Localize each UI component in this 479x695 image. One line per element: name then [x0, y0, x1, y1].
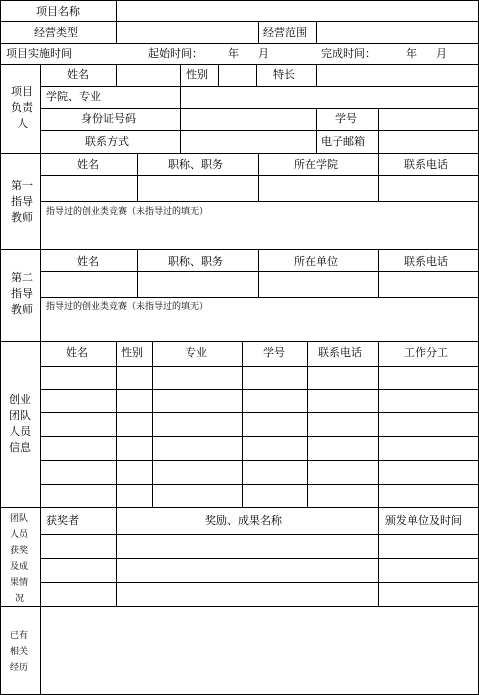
leader-specialty-label: 特长	[273, 68, 295, 81]
table-rule	[116, 507, 117, 607]
table-rule	[378, 249, 379, 298]
start-year-label: 年	[228, 47, 239, 60]
table-rule	[137, 249, 138, 298]
leader-section-1: 项目	[11, 85, 33, 98]
table-rule	[40, 86, 479, 87]
table-rule	[378, 108, 379, 154]
awards-section-6: 况	[15, 594, 25, 604]
table-rule	[40, 484, 479, 485]
table-rule	[218, 64, 219, 87]
start-time-label: 起始时间：	[148, 47, 203, 60]
advisor1-header-title: 职称、职务	[168, 158, 223, 171]
table-rule	[0, 0, 1, 695]
experience-section-3: 经历	[10, 663, 29, 673]
table-rule	[378, 507, 379, 607]
advisor2-section-1: 第二	[11, 271, 33, 284]
table-rule	[0, 43, 479, 44]
advisor1-note: 指导过的创业类竞赛（未指导过的填无）	[46, 207, 209, 217]
experience-section-2: 相关	[10, 647, 29, 657]
team-header-phone: 联系电话	[318, 346, 362, 359]
table-rule	[0, 0, 479, 1]
team-header-role: 工作分工	[404, 346, 448, 359]
table-rule	[0, 249, 479, 250]
table-rule	[40, 130, 479, 131]
advisor2-header-unit: 所在单位	[294, 255, 338, 268]
table-rule	[256, 64, 257, 87]
advisor2-header-phone: 联系电话	[404, 255, 448, 268]
team-header-name: 姓名	[66, 346, 88, 359]
leader-student-id-label: 学号	[335, 112, 357, 125]
advisor2-header-name: 姓名	[77, 255, 99, 268]
end-time-label: 完成时间：	[321, 47, 376, 60]
leader-section-3: 人	[17, 117, 28, 130]
table-rule	[180, 64, 181, 87]
leader-id-label: 身份证号码	[81, 112, 136, 125]
table-rule	[40, 389, 479, 390]
advisor1-header-phone: 联系电话	[404, 158, 448, 171]
awards-section-1: 团队	[10, 514, 29, 524]
table-rule	[0, 153, 479, 154]
table-rule	[378, 153, 379, 202]
table-rule	[0, 341, 479, 342]
table-rule	[152, 341, 153, 508]
advisor1-section-3: 教师	[11, 211, 33, 224]
leader-email-label: 电子邮箱	[321, 135, 365, 148]
leader-college-label: 学院、专业	[46, 90, 101, 103]
table-rule	[116, 341, 117, 508]
table-rule	[316, 108, 317, 154]
team-section-2: 团队	[9, 409, 31, 422]
advisor1-section-1: 第一	[11, 179, 33, 192]
table-rule	[40, 460, 479, 461]
table-rule	[40, 108, 479, 109]
awards-header-award: 奖励、成果名称	[205, 514, 282, 527]
experience-section-1: 已有	[10, 631, 29, 641]
advisor1-header-name: 姓名	[77, 158, 99, 171]
end-month-label: 月	[436, 47, 447, 60]
business-type-label: 经营类型	[34, 26, 78, 39]
leader-gender-label: 性别	[186, 68, 208, 81]
table-rule	[40, 412, 479, 413]
table-rule	[40, 366, 479, 367]
business-scope-label: 经营范围	[263, 26, 307, 39]
advisor2-note: 指导过的创业类竞赛（未指导过的填无）	[46, 302, 209, 312]
table-rule	[40, 64, 41, 695]
table-rule	[40, 436, 479, 437]
team-section-1: 创业	[9, 393, 31, 406]
awards-section-4: 及成	[10, 562, 29, 572]
leader-contact-label: 联系方式	[85, 135, 129, 148]
table-rule	[40, 534, 479, 535]
table-rule	[258, 153, 259, 202]
team-header-major: 专业	[185, 346, 207, 359]
table-rule	[0, 21, 479, 22]
team-section-3: 人员	[9, 425, 31, 438]
impl-time-label: 项目实施时间	[6, 47, 72, 60]
table-rule	[40, 201, 479, 202]
table-rule	[0, 507, 479, 508]
team-header-student-id: 学号	[263, 346, 285, 359]
table-rule	[40, 558, 479, 559]
team-header-gender: 性别	[121, 346, 143, 359]
table-rule	[40, 297, 479, 298]
start-month-label: 月	[258, 47, 269, 60]
awards-header-issuer: 颁发单位及时间	[385, 514, 462, 527]
table-rule	[378, 341, 379, 508]
table-rule	[116, 64, 117, 87]
end-year-label: 年	[406, 47, 417, 60]
awards-section-2: 人员	[10, 530, 29, 540]
table-rule	[116, 0, 117, 44]
advisor1-header-college: 所在学院	[294, 158, 338, 171]
table-rule	[137, 153, 138, 202]
awards-header-winner: 获奖者	[46, 514, 79, 527]
advisor2-header-title: 职称、职务	[168, 255, 223, 268]
awards-section-5: 果情	[10, 578, 29, 588]
table-rule	[258, 21, 259, 44]
table-rule	[0, 64, 479, 65]
leader-name-label: 姓名	[67, 68, 89, 81]
table-rule	[40, 175, 479, 176]
team-section-4: 信息	[9, 441, 31, 454]
table-rule	[316, 64, 317, 87]
table-rule	[242, 341, 243, 508]
table-rule	[40, 582, 479, 583]
leader-section-2: 负责	[11, 101, 33, 114]
advisor2-section-2: 指导	[11, 287, 33, 300]
table-rule	[316, 21, 317, 44]
project-name-label: 项目名称	[36, 5, 80, 18]
table-rule	[180, 86, 181, 154]
table-rule	[0, 606, 479, 607]
awards-section-3: 获奖	[10, 546, 29, 556]
table-rule	[40, 271, 479, 272]
advisor1-section-2: 指导	[11, 195, 33, 208]
table-rule	[258, 249, 259, 298]
advisor2-section-3: 教师	[11, 303, 33, 316]
table-rule	[307, 341, 308, 508]
